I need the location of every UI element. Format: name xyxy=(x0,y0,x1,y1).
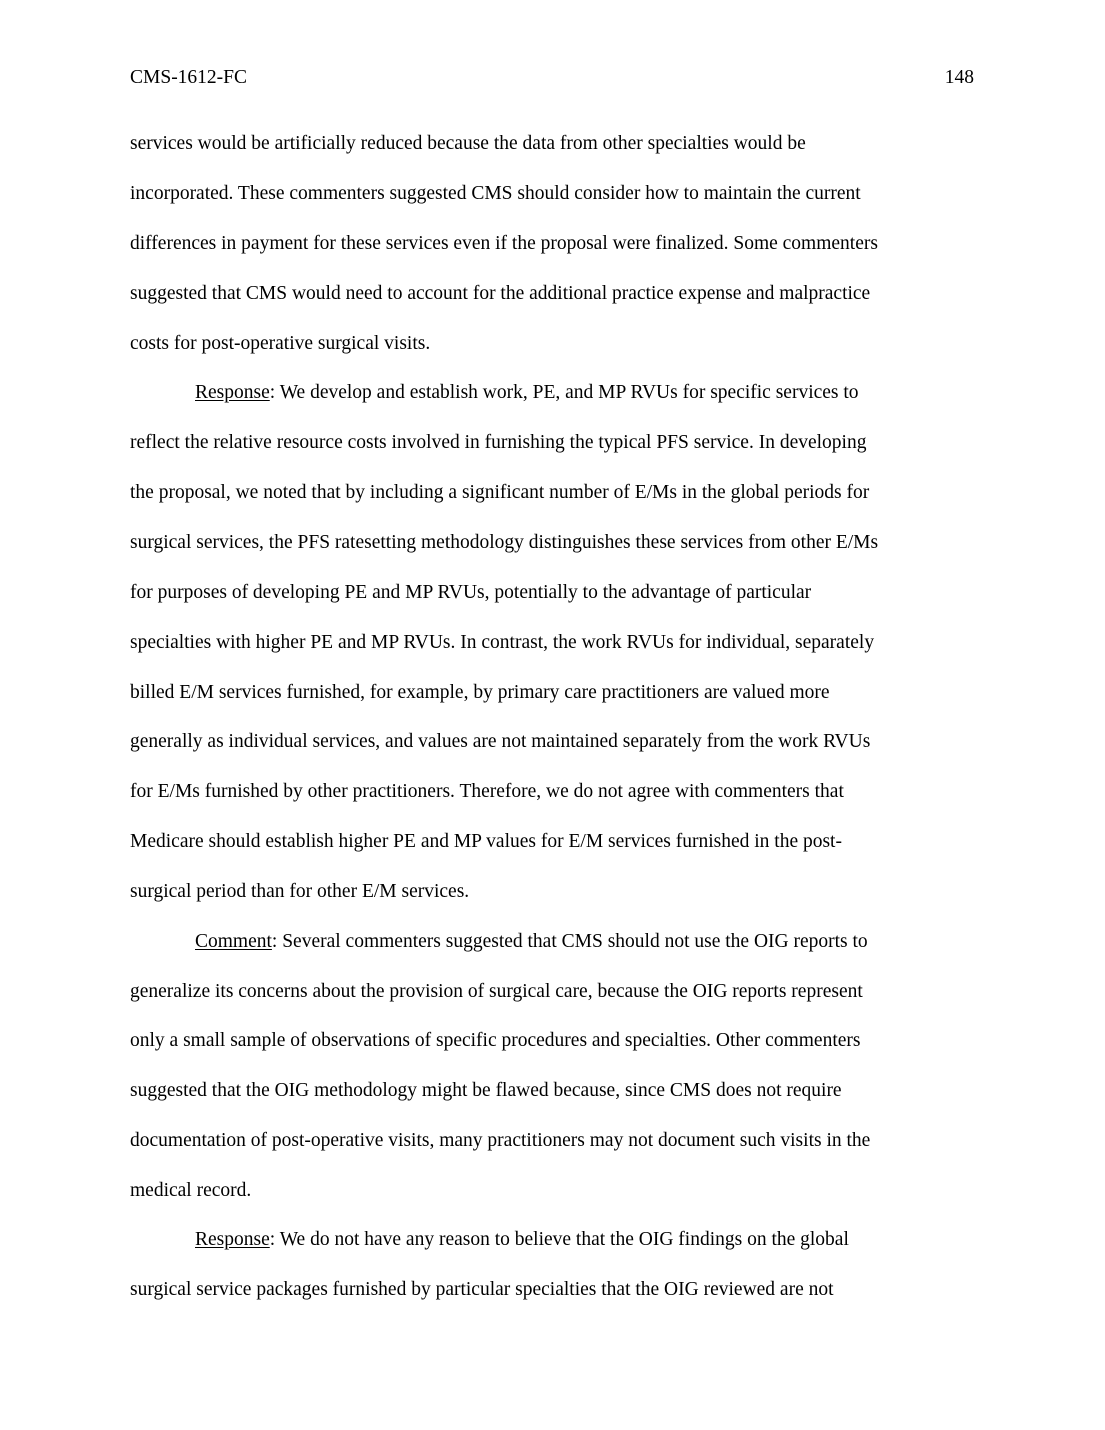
text-line: : We develop and establish work, PE, and MP RVUs for specific services to xyxy=(269,382,859,403)
text-line: surgical period than for other E/M services. xyxy=(130,881,470,902)
text-line: documentation of post-operative visits, many practitioners may not document such visits in the xyxy=(130,1130,871,1151)
paragraph-first-line xyxy=(195,930,868,954)
text-line: for purposes of developing PE and MP RVUs, potentially to the advantage of particular xyxy=(130,582,812,603)
text-line: only a small sample of observations of specific procedures and specialties. Other commenters xyxy=(130,1030,861,1051)
text-line: medical record. xyxy=(130,1180,252,1201)
text-line: surgical services, the PFS ratesetting methodology distinguishes these services from other E/Ms xyxy=(130,532,879,553)
document-id: CMS-1612-FC xyxy=(130,67,248,88)
text-line: : We do not have any reason to believe that the OIG findings on the global xyxy=(269,1229,849,1250)
page-number: 148 xyxy=(944,67,974,88)
text-line: surgical service packages furnished by particular specialties that the OIG reviewed are not xyxy=(130,1279,834,1300)
text-line: services would be artificially reduced because the data from other specialties would be xyxy=(130,133,806,154)
text-line: specialties with higher PE and MP RVUs. In contrast, the work RVUs for individual, separately xyxy=(130,632,875,653)
text-line: generally as individual services, and values are not maintained separately from the work RVUs xyxy=(130,731,871,752)
text-line: suggested that CMS would need to account for the additional practice expense and malpractice xyxy=(130,283,871,304)
comment-label: Comment xyxy=(195,931,272,952)
text-line: differences in payment for these services even if the proposal were finalized. Some commenters xyxy=(130,233,878,254)
text-line: : Several commenters suggested that CMS should not use the OIG reports to xyxy=(271,931,868,952)
text-line: generalize its concerns about the provision of surgical care, because the OIG reports represent xyxy=(130,981,863,1002)
paragraph-first-line xyxy=(195,1228,849,1252)
paragraph-first-line xyxy=(195,381,859,405)
response-label: Response xyxy=(195,1229,270,1250)
text-line: Medicare should establish higher PE and MP values for E/M services furnished in the post- xyxy=(130,831,842,852)
text-line: costs for post-operative surgical visits. xyxy=(130,333,431,354)
text-line: suggested that the OIG methodology might be flawed because, since CMS does not require xyxy=(130,1080,842,1101)
response-label: Response xyxy=(195,382,270,403)
text-line: for E/Ms furnished by other practitioners. Therefore, we do not agree with commenters that xyxy=(130,781,844,802)
text-line: incorporated. These commenters suggested CMS should consider how to maintain the current xyxy=(130,183,861,204)
text-line: the proposal, we noted that by including a significant number of E/Ms in the global periods for xyxy=(130,482,870,503)
text-line: billed E/M services furnished, for example, by primary care practitioners are valued more xyxy=(130,682,830,703)
text-line: reflect the relative resource costs involved in furnishing the typical PFS service. In developing xyxy=(130,432,867,453)
